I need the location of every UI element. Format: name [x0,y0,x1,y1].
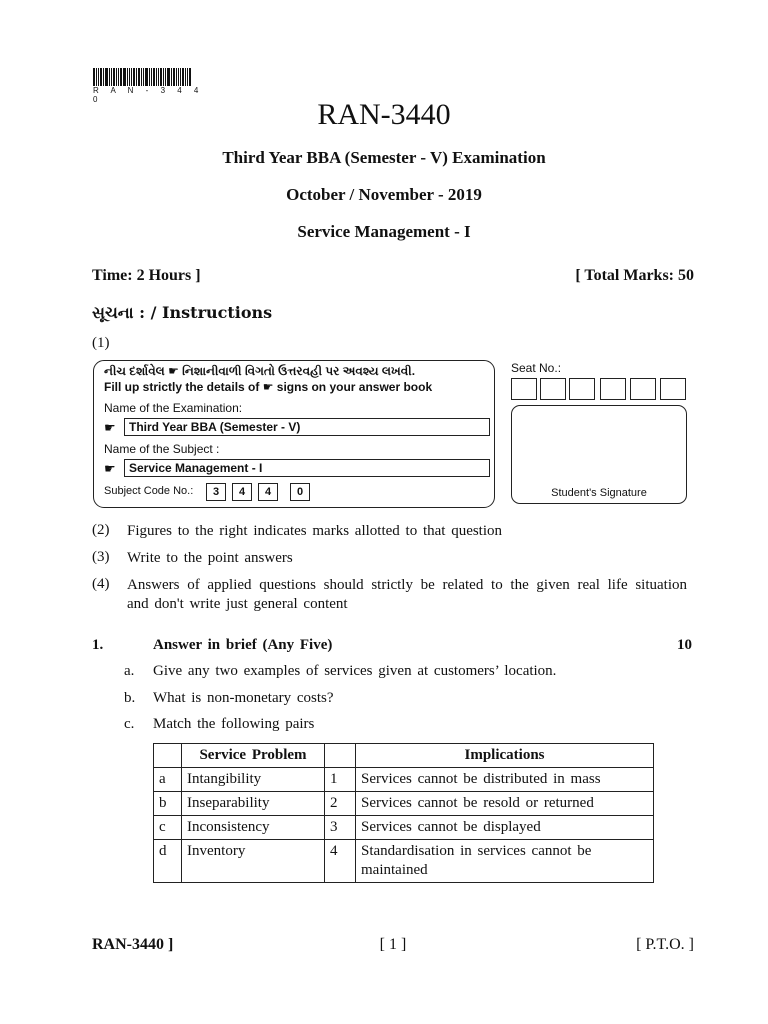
barcode-bar [145,68,148,86]
total-marks: [ Total Marks: 50 [575,267,694,284]
barcode-bar [123,68,126,86]
instruction-number-1: (1) [92,335,110,351]
pointing-hand-icon: ☛ [104,461,116,476]
seat-number-box [569,378,595,400]
table-cell: d [154,840,182,883]
subquestion-text: Match the following pairs [153,716,315,732]
question-title: Answer in brief (Any Five) [153,637,333,653]
barcode-bar [185,68,186,86]
barcode-bar [118,68,119,86]
subject-code-digit: 0 [290,483,310,501]
barcode-bar [96,68,97,86]
gujarati-instruction: નીચ દર્શાવેલ ☛ નિશાનીવાળી વિગતો ઉત્તરવહી પર અવશ્ય લખવી. [104,364,416,378]
table-row [154,792,654,816]
seat-number-box [600,378,626,400]
table-cell: 1 [325,768,356,792]
seat-number-box [660,378,686,400]
table-cell: Inconsistency [182,816,325,840]
table-cell: Inseparability [182,792,325,816]
footer-paper-code: RAN-3440 ] [92,936,174,953]
question-marks: 10 [677,637,692,653]
barcode-bar [105,68,108,86]
time-allowed: Time: 2 Hours ] [92,267,201,284]
subquestion-text: What is non-monetary costs? [153,690,334,706]
table-row [154,840,654,883]
table-cell: Intangibility [182,768,325,792]
subject-code-label: Subject Code No.: [104,485,194,497]
subquestion-text: Give any two examples of services given at customers’ location. [153,663,557,679]
barcode-bar [165,68,166,86]
subquestion-label: b. [124,690,136,706]
table-header-cell [325,744,356,768]
table-cell: 4 [325,840,356,883]
barcode-bar [156,68,157,86]
barcode-bar [160,68,162,86]
barcode-bar [136,68,137,86]
pointing-hand-icon: ☛ [104,420,116,435]
table-header-cell: Service Problem [182,744,325,768]
instruction-number: (4) [92,576,110,592]
instructions-heading: સૂચના : / Instructions [92,303,273,322]
subject-code-digit: 4 [232,483,252,501]
barcode-bar [151,68,152,86]
barcode-bar [138,68,140,86]
barcode-bar [163,68,164,86]
footer-pto: [ P.T.O. ] [636,936,694,953]
table-cell: 2 [325,792,356,816]
table-cell: Services cannot be resold or returned [356,792,654,816]
table-cell: Services cannot be distributed in mass [356,768,654,792]
subject-code-digit: 4 [258,483,278,501]
barcode-bar [143,68,144,86]
barcode-image [93,68,213,86]
barcode-bar [171,68,172,86]
barcode-bar [116,68,117,86]
table-cell: b [154,792,182,816]
table-row [154,816,654,840]
barcode-caption: R A N - 3 4 4 0 [93,86,204,104]
subquestion-label: c. [124,716,135,732]
table-header-cell [154,744,182,768]
question-number: 1. [92,637,104,653]
seat-number-label: Seat No.: [511,361,562,375]
table-cell: Services cannot be displayed [356,816,654,840]
barcode-bar [187,68,188,86]
barcode-bar [176,68,177,86]
barcode-bar [149,68,150,86]
seat-number-box [630,378,656,400]
instruction-number: (2) [92,522,110,538]
table-cell: Standardisation in services cannot be maintained [356,840,654,883]
table-cell: Inventory [182,840,325,883]
barcode-bar [158,68,159,86]
barcode-bar [127,68,128,86]
barcode-bar [133,68,135,86]
barcode-bar [100,68,102,86]
barcode-bar [178,68,179,86]
barcode-bar [103,68,104,86]
barcode-bar [153,68,155,86]
exam-name-label: Name of the Examination: [104,401,243,415]
table-row [154,768,654,792]
barcode-bar [189,68,191,86]
footer-page-number: [ 1 ] [379,936,407,953]
table-header-cell: Implications [356,744,654,768]
exam-title: Third Year BBA (Semester - V) Examination [222,148,546,167]
subject-title: Service Management - I [297,222,471,241]
barcode-bar [180,68,181,86]
barcode-bar [113,68,115,86]
barcode-bar [173,68,175,86]
instruction-text: Write to the point answers [127,550,293,566]
signature-label: Student's Signature [551,487,647,499]
barcode-bar [111,68,112,86]
seat-number-box [511,378,537,400]
table-cell: a [154,768,182,792]
subquestion-label: a. [124,663,135,679]
barcode-bar [120,68,122,86]
fill-details-instruction: Fill up strictly the details of ☛ signs on your answer book [104,380,433,394]
exam-name-field: Third Year BBA (Semester - V) [124,418,490,436]
table-header-row [154,744,654,768]
barcode-bar [129,68,130,86]
table-cell: 3 [325,816,356,840]
barcode-bar [141,68,142,86]
barcode-bar [167,68,170,86]
instruction-text: Figures to the right indicates marks allotted to that question [127,523,503,539]
exam-session: October / November - 2019 [286,185,482,204]
table-cell: c [154,816,182,840]
barcode-bar [109,68,110,86]
instruction-number: (3) [92,549,110,565]
subject-code-digit: 3 [206,483,226,501]
match-pairs-table [153,743,654,883]
instruction-text: Answers of applied questions should strictly be related to the given real life situation and don't write just general content [127,577,687,612]
seat-number-box [540,378,566,400]
paper-code-title: RAN-3440 [317,98,451,131]
barcode-bar [131,68,132,86]
barcode-bar [182,68,184,86]
barcode-bar [98,68,99,86]
barcode-bar [93,68,95,86]
subject-name-label: Name of the Subject : [104,442,220,456]
subject-name-field: Service Management - I [124,459,490,477]
